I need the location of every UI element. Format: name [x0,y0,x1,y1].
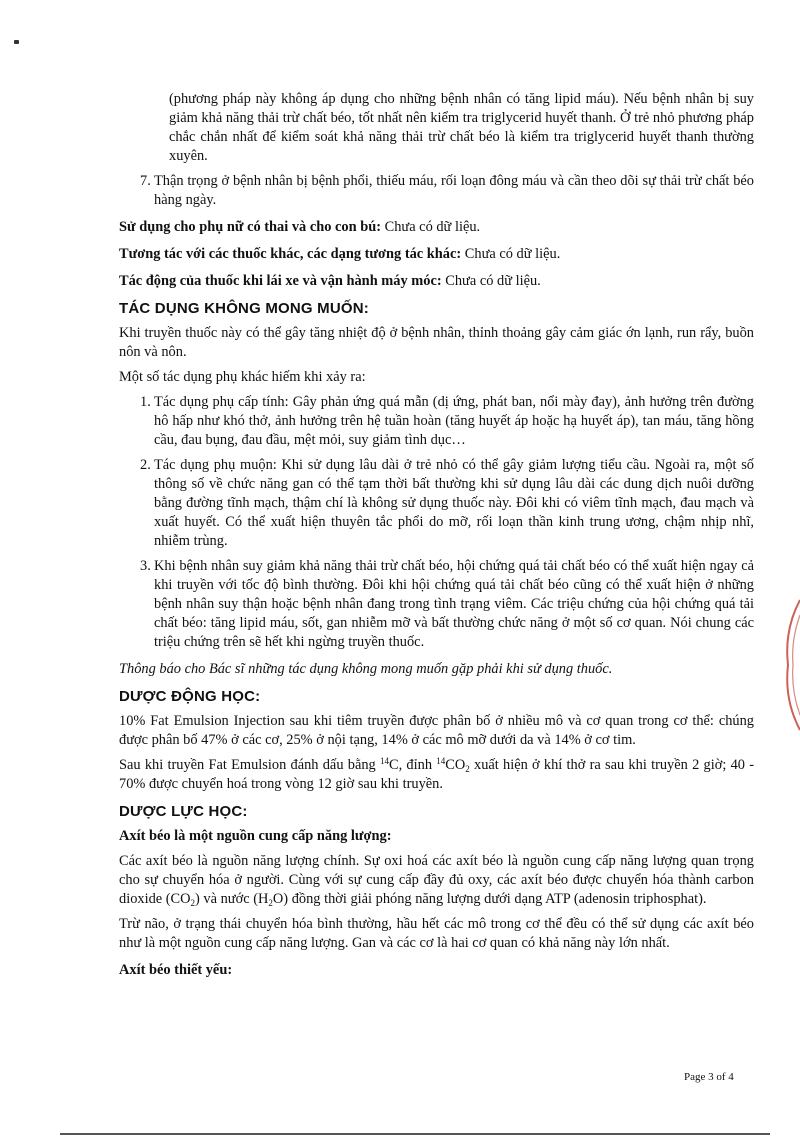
pharmacokinetics-paragraph: 10% Fat Emulsion Injection sau khi tiêm truyền được phân bố ở nhiều mô và cơ quan trong cơ thể: chúng được phân bố 47% ở các cơ, 25% ở nội tạng, 14% ở các mô mỡ dưới da và 14% ở cơ tim. [119,713,754,748]
precaution-list [119,172,754,210]
note-label: Sử dụng cho phụ nữ có thai và cho con bú: [119,219,381,235]
superscript: 14 [379,756,389,766]
list-text: Tác dụng phụ muộn: Khi sử dụng lâu dài ở trẻ nhỏ có thể gây giảm lượng tiểu cầu. Ngoài ra, một số thông số về chức năng gan có thể tạm thời bất thường khi sử dụng lâu dài các dung dịch nuôi dưỡng bằng đường tĩnh mạch, thậm chí là không sử dụng thuốc này. Đôi khi có viêm tĩnh mạch, đau mạch và xuất huyết. Có thể xuất hiện thuyên tắc phổi do mỡ, rối loạn thần kinh trung ương, chậm nhịp nhĩ, nhiễm trùng. [154,457,754,549]
pharmacodynamics-paragraph [119,852,754,909]
continued-paragraph: (phương pháp này không áp dụng cho những bệnh nhân có tăng lipid máu). Nếu bệnh nhân bị suy giảm khả năng thải trừ chất béo, tốt nhất nên kiểm tra triglycerid huyết thanh. Ở trẻ nhỏ phương pháp chắc chắn nhất để kiểm soát khả năng thải trừ chất béo là kiểm tra triglycerid huyết thanh thường xuyên. [169,91,754,164]
side-effects-list [119,393,754,652]
bottom-rule [60,1133,770,1135]
note-pregnancy [119,218,754,237]
list-number: 7. [140,173,151,189]
subscript: 2 [190,898,196,908]
list-number: 2. [140,457,151,473]
list-item [119,456,754,551]
page-number: Page 3 of 4 [684,1071,734,1083]
text-run: Các axít béo là nguồn năng lượng chính. Sự oxi hoá các axít béo là nguồn cung cấp năng lượng quan trọng cho sự chuyển hóa ở người. Cùng với sự cung cấp đầy đủ oxy, các axít béo được chuyển hóa thành carbon dioxide (CO [119,853,754,907]
text-run: Sau khi truyền Fat Emulsion đánh dấu bằng [119,757,380,773]
list-item [119,557,754,652]
list-text: Thận trọng ở bệnh nhân bị bệnh phổi, thiếu máu, rối loạn đông máu và cần theo dõi sự thải trừ chất béo hàng ngày. [154,173,754,208]
note-label: Tương tác với các thuốc khác, các dạng tương tác khác: [119,246,462,262]
note-driving [119,272,754,291]
section-heading-pharmacodynamics: DƯỢC LỰC HỌC: [119,803,248,820]
note-value: Chưa có dữ liệu. [441,273,541,289]
list-text: Tác dụng phụ cấp tính: Gây phản ứng quá mẫn (dị ứng, phát ban, nổi mày đay), ảnh hưởng trên đường hô hấp như khó thở, ảnh hưởng trên hệ tuần hoàn (tăng huyết áp hoặc hạ huyết áp), tan máu, tăng hồng cầu, đau bụng, đau đầu, mệt mỏi, suy giảm tình dục… [154,394,754,448]
pharmacodynamics-paragraph: Trừ não, ở trạng thái chuyển hóa bình thường, hầu hết các mô trong cơ thể đều có thể sử dụng các axít béo như là một nguồn cung cấp năng lượng. Gan và các cơ là hai cơ quan có khả năng này lớn nhất. [119,916,754,951]
superscript: 14 [436,756,446,766]
note-label: Tác động của thuốc khi lái xe và vận hành máy móc: [119,273,442,289]
section-heading-side-effects: TÁC DỤNG KHÔNG MONG MUỐN: [119,300,369,317]
list-number: 3. [140,558,151,574]
text-run: C, đỉnh [388,757,437,773]
list-item [119,172,754,210]
text-run: CO [445,757,466,773]
page-content [119,90,754,980]
section-heading-pharmacokinetics: DƯỢC ĐỘNG HỌC: [119,688,261,705]
pharmacokinetics-paragraph [119,756,754,794]
note-value: Chưa có dữ liệu. [461,246,561,262]
scan-speck [14,40,19,44]
side-effects-paragraph: Khi truyền thuốc này có thể gây tăng nhiệt độ ở bệnh nhân, thỉnh thoảng gây cảm giác ớn lạnh, run rẩy, buồn nôn và nôn. [119,325,754,360]
text-run: ) và nước (H [195,891,269,907]
side-effects-paragraph: Một số tác dụng phụ khác hiếm khi xảy ra: [119,369,366,385]
stamp-fragment-icon [774,590,800,740]
subscript: 2 [465,764,470,774]
note-interactions [119,245,754,264]
sub-heading: Axít béo là một nguồn cung cấp năng lượng: [119,828,392,844]
list-number: 1. [140,394,151,410]
list-item [119,393,754,450]
subscript: 2 [268,898,273,908]
sub-heading: Axít béo thiết yếu: [119,962,233,978]
text-run: xuất hiện ở khí thở ra sau khi truyền 2 giờ; 40 - 70% được chuyển hoá trong vòng 12 giờ sau khi truyền. [119,757,754,792]
notice-text: Thông báo cho Bác sĩ những tác dụng không mong muốn gặp phải khi sử dụng thuốc. [119,661,613,677]
note-value: Chưa có dữ liệu. [381,219,481,235]
list-text: Khi bệnh nhân suy giảm khả năng thải trừ chất béo, hội chứng quá tải chất béo có thể xuất hiện ngay cả khi truyền với tốc độ bình thường. Đôi khi hội chứng quá tải chất béo cũng có thể xuất hiện ở những bệnh nhân suy thận hoặc bệnh nhân đang trong tình trạng viêm. Các triệu chứng của hội chứng quá tải chất béo: tăng lipid máu, sốt, gan nhiễm mỡ và bất thường chức năng ở một số cơ quan. Nói chung các triệu chứng trên sẽ hết khi ngừng truyền thuốc. [154,558,754,650]
text-run: O) đồng thời giải phóng năng lượng dưới dạng ATP (adenosin triphosphat). [272,891,707,907]
